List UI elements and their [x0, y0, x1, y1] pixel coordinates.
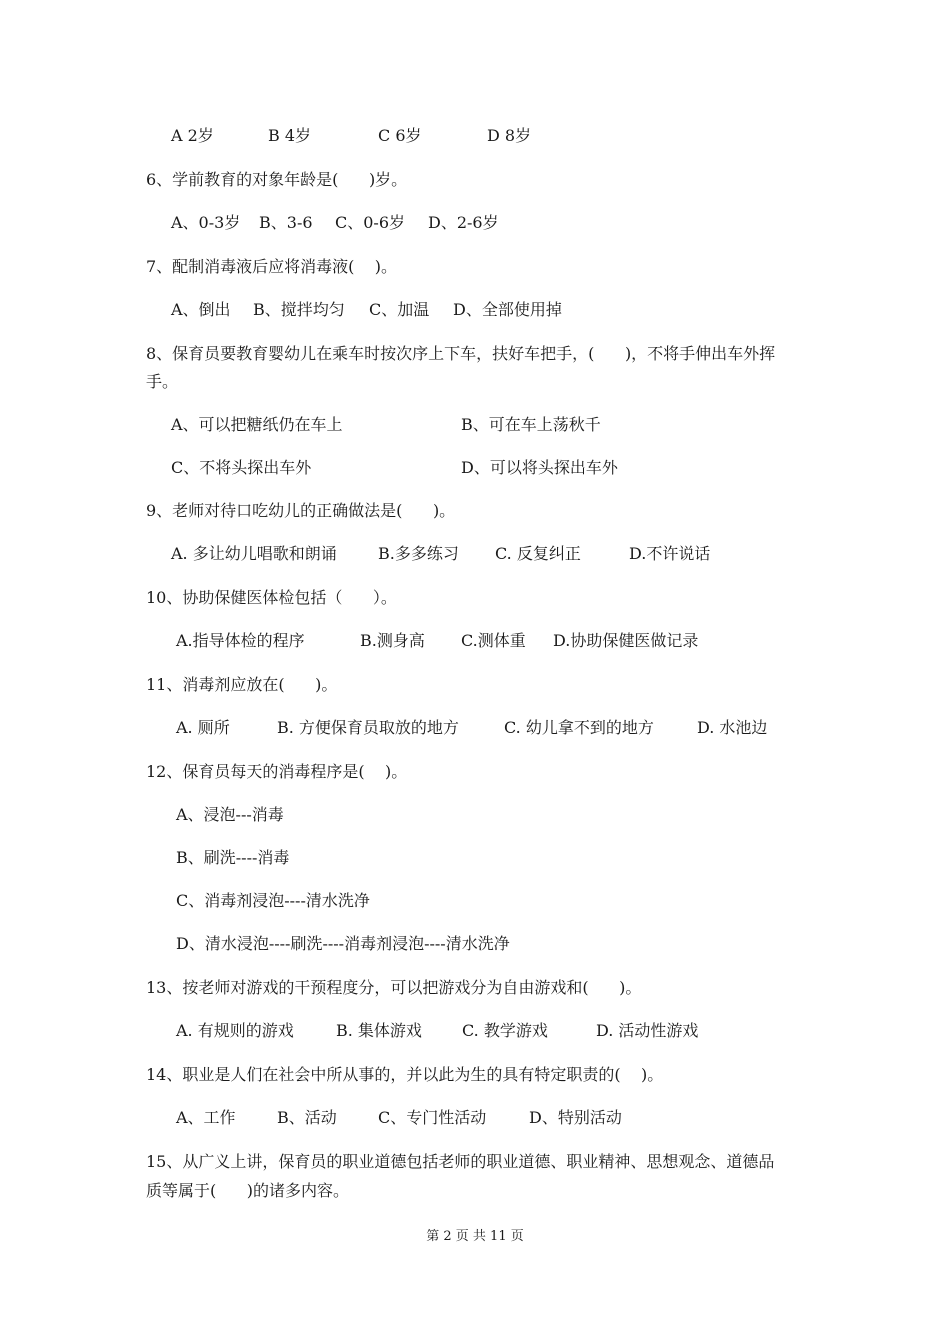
option-b: B、3-6 [259, 213, 313, 232]
option-d: D.协助保健医做记录 [553, 631, 699, 650]
question-stem: 8、保育员要教育婴幼儿在乘车时按次序上下车，扶好车把手，( )，不将手伸出车外挥 [146, 344, 776, 363]
question-stem: 9、老师对待口吃幼儿的正确做法是( )。 [146, 501, 456, 520]
option-d: D、清水浸泡----刷洗----消毒剂浸泡----清水洗净 [176, 934, 510, 953]
option-a: A、0-3岁 [171, 213, 241, 232]
option-c: C、加温 [369, 300, 430, 319]
option-a: A. 有规则的游戏 [176, 1021, 294, 1040]
option-a: A、浸泡---消毒 [176, 805, 284, 824]
question-stem: 11、消毒剂应放在( )。 [146, 675, 338, 694]
option-c: C、不将头探出车外 [171, 458, 312, 477]
option-b: B、活动 [277, 1108, 337, 1127]
option-b: B、刷洗----消毒 [176, 848, 290, 867]
question-stem: 7、配制消毒液后应将消毒液( )。 [146, 257, 398, 276]
option-b: B.测身高 [360, 631, 425, 650]
option-c: C.测体重 [461, 631, 526, 650]
option-b: B. 集体游戏 [336, 1021, 422, 1040]
option-b: B.多多练习 [378, 544, 459, 563]
question-stem-cont: 质等属于( )的诸多内容。 [146, 1181, 350, 1200]
option-c: C. 反复纠正 [495, 544, 581, 563]
option-d: D、全部使用掉 [453, 300, 562, 319]
question-stem: 14、职业是人们在社会中所从事的，并以此为生的具有特定职责的( )。 [146, 1065, 664, 1084]
option-b: B、搅拌均匀 [253, 300, 345, 319]
question-stem: 10、协助保健医体检包括（ ）。 [146, 588, 397, 607]
option-c: C. 幼儿拿不到的地方 [504, 718, 654, 737]
option-a: A. 多让幼儿唱歌和朗诵 [171, 544, 337, 563]
option-d: D. 水池边 [697, 718, 768, 737]
option-d: D、可以将头探出车外 [461, 458, 618, 477]
option-d: D. 活动性游戏 [596, 1021, 699, 1040]
page-number: 第 2 页 共 11 页 [426, 1229, 524, 1244]
option-a: A. 厕所 [176, 718, 230, 737]
option-b: B. 方便保育员取放的地方 [277, 718, 459, 737]
question-stem: 6、学前教育的对象年龄是( )岁。 [146, 170, 408, 189]
option-b: B、可在车上荡秋千 [461, 415, 601, 434]
option-c: C、专门性活动 [378, 1108, 487, 1127]
option-c: C、0-6岁 [335, 213, 406, 232]
option-d: D.不许说话 [629, 544, 711, 563]
option-c: C. 教学游戏 [462, 1021, 548, 1040]
option-a: A.指导体检的程序 [176, 631, 305, 650]
option-d: D、2-6岁 [428, 213, 499, 232]
option-c: C、消毒剂浸泡----清水洗净 [176, 891, 370, 910]
question-stem: 13、按老师对游戏的干预程度分，可以把游戏分为自由游戏和( )。 [146, 978, 642, 997]
option-b: B 4岁 [268, 126, 312, 145]
option-a: A 2岁 [171, 126, 214, 145]
option-a: A、工作 [176, 1108, 236, 1127]
option-d: D 8岁 [487, 126, 532, 145]
question-stem: 12、保育员每天的消毒程序是( )。 [146, 762, 408, 781]
option-a: A、倒出 [171, 300, 231, 319]
option-a: A、可以把糖纸仍在车上 [171, 415, 343, 434]
question-stem: 15、从广义上讲，保育员的职业道德包括老师的职业道德、职业精神、思想观念、道德品 [146, 1152, 775, 1171]
question-stem-cont: 手。 [146, 372, 179, 391]
option-c: C 6岁 [378, 126, 422, 145]
option-d: D、特别活动 [529, 1108, 622, 1127]
